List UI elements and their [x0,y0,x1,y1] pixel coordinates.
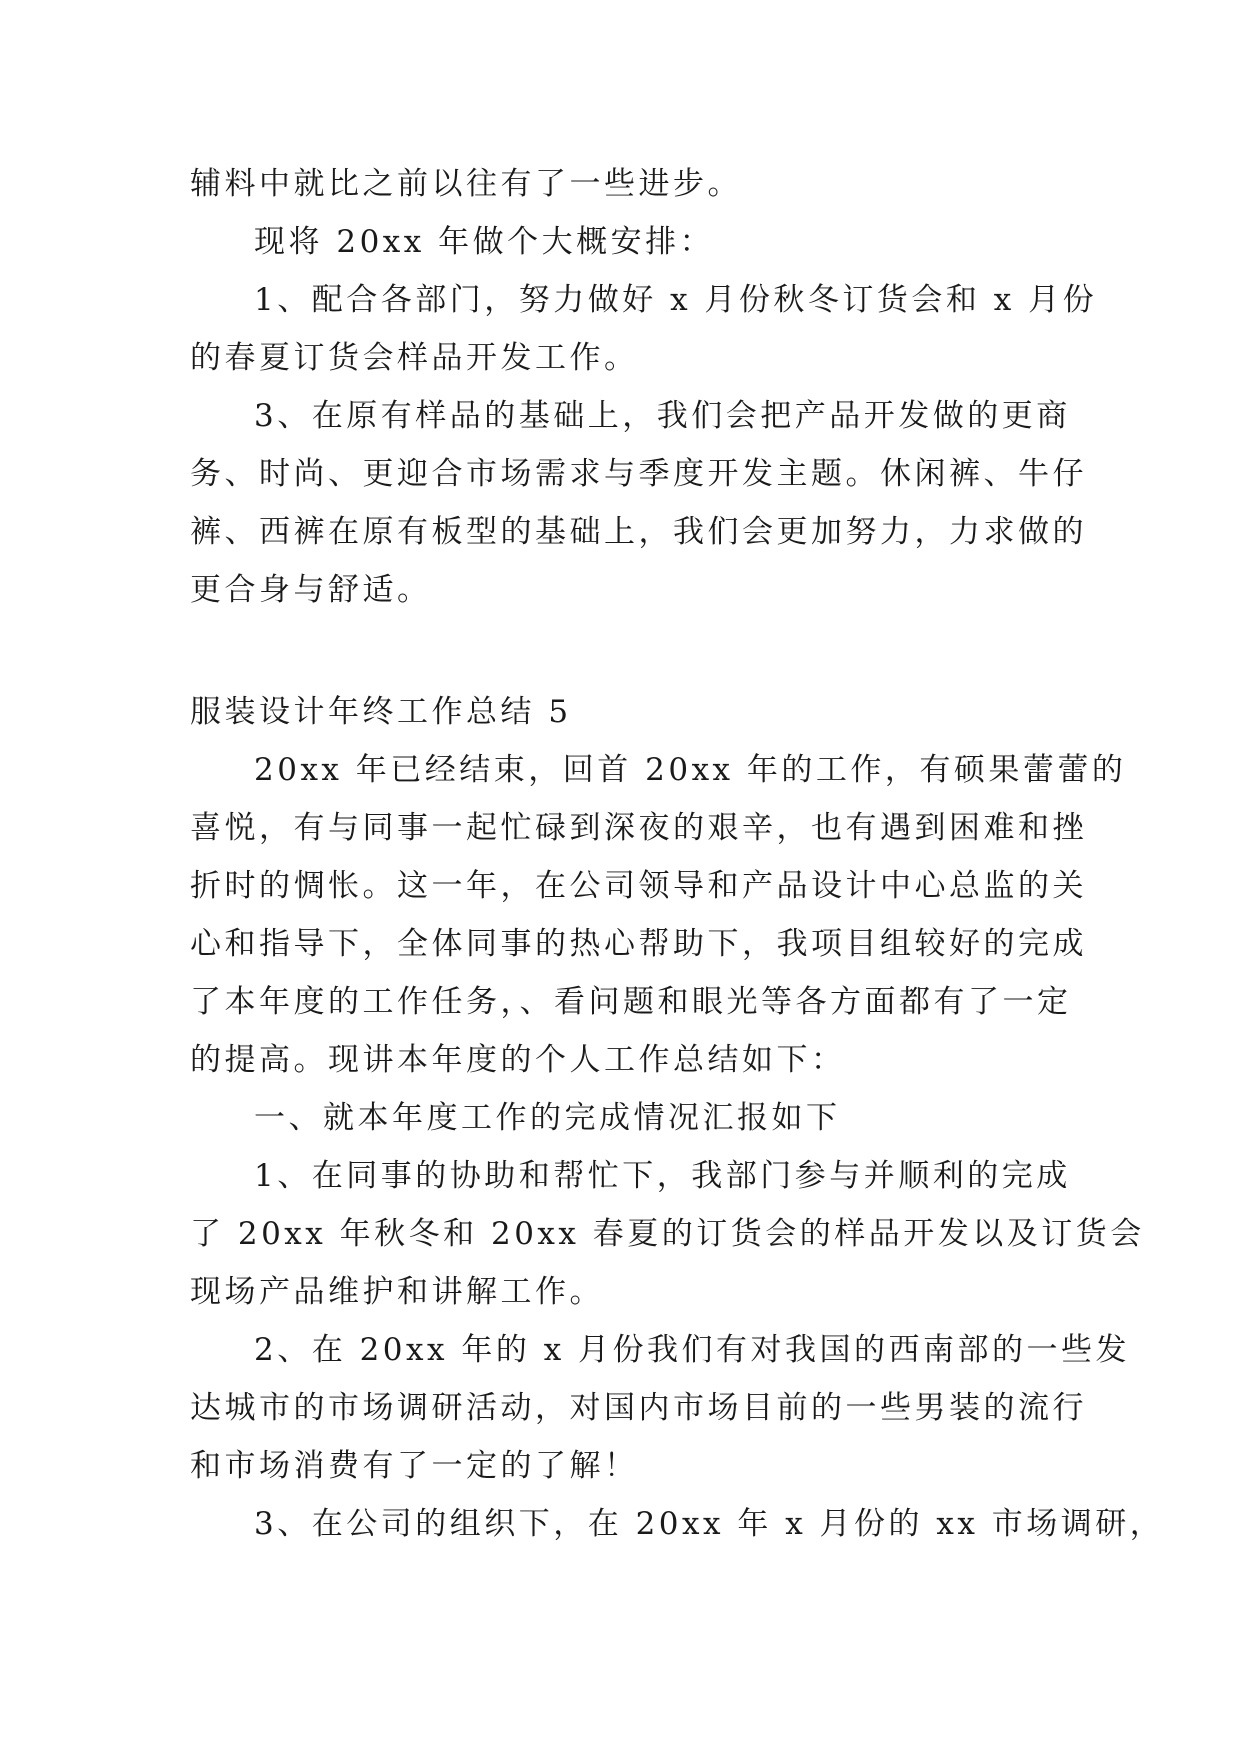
paragraph-line: 裤、西裤在原有板型的基础上，我们会更加努力，力求做的 [190,514,1087,550]
paragraph-line: 折时的惆怅。这一年，在公司领导和产品设计中心总监的关 [190,868,1087,904]
paragraph-line: 1、在同事的协助和帮忙下，我部门参与并顺利的完成 [254,1158,1071,1194]
document-page [190,155,1165,1553]
section-title: 服装设计年终工作总结 5 [190,694,572,730]
paragraph-line: 喜悦，有与同事一起忙碌到深夜的艰辛，也有遇到困难和挫 [190,810,1087,846]
list-heading: 一、就本年度工作的完成情况汇报如下 [254,1100,841,1136]
paragraph-line: 现场产品维护和讲解工作。 [190,1274,604,1310]
paragraph-line: 务、时尚、更迎合市场需求与季度开发主题。休闲裤、牛仔 [190,456,1087,492]
paragraph-line: 1、配合各部门，努力做好 x 月份秋冬订货会和 x 月份 [254,282,1098,318]
paragraph-line: 现将 20xx 年做个大概安排： [254,224,715,260]
paragraph-line: 了 20xx 年秋冬和 20xx 春夏的订货会的样品开发以及订货会 [190,1216,1145,1252]
paragraph-line: 3、在公司的组织下，在 20xx 年 x 月份的 xx 市场调研， [254,1506,1165,1542]
paragraph-line: 的春夏订货会样品开发工作。 [190,340,639,376]
paragraph-line: 了本年度的工作任务，、看问题和眼光等各方面都有了一定 [190,984,1072,1020]
paragraph-line: 更合身与舒适。 [190,572,432,608]
paragraph-line: 达城市的市场调研活动，对国内市场目前的一些男装的流行 [190,1390,1087,1426]
paragraph-line: 辅料中就比之前以往有了一些进步。 [190,166,742,202]
paragraph-line: 的提高。现讲本年度的个人工作总结如下： [190,1042,846,1078]
paragraph-line: 心和指导下，全体同事的热心帮助下，我项目组较好的完成 [190,926,1087,962]
paragraph-line: 20xx 年已经结束，回首 20xx 年的工作，有硕果蕾蕾的 [254,752,1127,788]
paragraph-line: 和市场消费有了一定的了解！ [190,1448,639,1484]
section-gap [190,619,1050,683]
paragraph-line: 3、在原有样品的基础上，我们会把产品开发做的更商 [254,398,1071,434]
paragraph-line: 2、在 20xx 年的 x 月份我们有对我国的西南部的一些发 [254,1332,1131,1368]
